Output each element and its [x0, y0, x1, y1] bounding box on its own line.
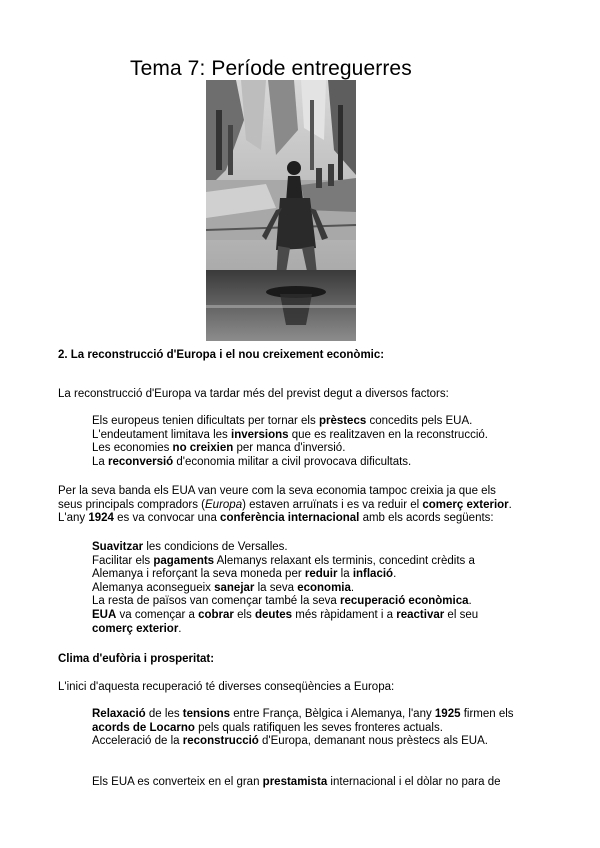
text-run: L'any [58, 512, 89, 525]
bold-term: 1925 [434, 708, 461, 720]
text-run: per manca d'inversió. [233, 442, 346, 455]
text-run: Alemanya i reforçant la seva moneda per [92, 568, 305, 581]
bold-term: EUA [92, 608, 117, 621]
text-run: els [233, 608, 255, 621]
bold-term: reconversió [108, 455, 174, 468]
text-run: la seva [254, 581, 298, 594]
text-run: Facilitar els [92, 554, 154, 567]
section-intro: La reconstrucció d'Europa va tardar més del previst degut a diversos factors: [58, 388, 449, 400]
text-run: entre França, Bèlgica i Alemanya, l'any [230, 708, 435, 720]
bold-term: Suavitzar [92, 541, 144, 553]
text-run: el seu [444, 608, 479, 621]
factors-list [92, 415, 488, 469]
text-run: L'endeutament limitava les [92, 428, 231, 441]
text-run: . [393, 568, 397, 581]
text-run: pels quals ratifiquen les seves fronteres actuals. [194, 721, 443, 734]
bold-term: reactivar [396, 608, 445, 621]
italic-term: Europa [205, 498, 243, 511]
text-run: . [468, 595, 472, 608]
bold-term: comerç exterior [92, 622, 179, 635]
economy-paragraph [58, 485, 512, 526]
dancer-photo [206, 80, 356, 341]
text-run: seus principals compradors ( [58, 498, 206, 511]
text-run: d'Europa, demanant nous prèstecs als EUA. [258, 735, 488, 748]
text-run: va començar a [116, 608, 199, 621]
text-run: ) estaven arruïnats i es va reduir el [242, 498, 423, 511]
text-run: internacional i el dòlar no para de [327, 776, 501, 788]
bold-term: no creixien [172, 442, 234, 455]
agreement-line [92, 541, 478, 555]
section-heading: 2. La reconstrucció d'Europa i el nou creixement econòmic: [58, 349, 385, 361]
text-run: Acceleració de la [92, 735, 183, 748]
text-run: la [337, 568, 353, 581]
text-run: Els EUA es converteix en el gran [92, 776, 263, 788]
agreement-line [92, 555, 478, 569]
text-run: . [350, 581, 355, 594]
text-run: La [92, 455, 108, 468]
text-run: . [178, 622, 182, 635]
factor-item [92, 456, 488, 470]
agreement-line [92, 595, 478, 609]
bold-term: comerç exterior [422, 498, 509, 511]
bold-term: tensions [182, 708, 231, 720]
factor-item [92, 442, 488, 456]
factor-item [92, 429, 488, 443]
clima-intro: L'inici d'aquesta recuperació té diverses conseqüències a Europa: [58, 681, 395, 693]
bold-term: pagaments [153, 554, 215, 567]
text-run: firmen els [460, 708, 514, 720]
bold-term: prestamista [262, 776, 328, 788]
closing-text [92, 776, 501, 790]
agreement-line [92, 623, 478, 637]
agreement-line [92, 568, 478, 582]
text-run: Alemanys relaxant els terminis, concedint crèdits a [214, 554, 475, 567]
agreement-line [92, 609, 478, 623]
bold-term: recuperació econòmica [340, 595, 469, 608]
bold-term: conferència internacional [220, 512, 360, 525]
text-run: . [508, 498, 512, 511]
bold-term: inversions [231, 428, 289, 441]
text-run: més ràpidament i a [292, 608, 397, 621]
page-title: Tema 7: Període entreguerres [130, 57, 412, 80]
text-run: La resta de països van començar també la seva [92, 595, 341, 608]
clima-heading: Clima d'eufòria i prosperitat: [58, 653, 215, 665]
bold-term: sanejar [214, 581, 255, 594]
text-run: que es realitzaven en la reconstrucció. [288, 428, 488, 441]
text-run: les condicions de Versalles. [143, 541, 288, 553]
consequence-line [92, 708, 514, 722]
bold-term: Relaxació [92, 708, 146, 720]
text-run: Per la seva banda els EUA van veure com la seva economia tampoc creixia ja que els [58, 485, 496, 497]
consequence-line [92, 722, 514, 736]
bold-term: prèstecs [318, 415, 367, 427]
paragraph-line [58, 485, 512, 499]
clima-list [92, 708, 514, 749]
bold-term: acords de Locarno [92, 721, 195, 734]
agreements-list [92, 541, 478, 636]
closing-line [92, 776, 501, 790]
bold-term: inflació [352, 568, 394, 581]
agreement-line [92, 582, 478, 596]
bold-term: 1924 [88, 512, 114, 525]
bold-term: economia [297, 581, 351, 594]
text-run: concedits pels EUA. [366, 415, 473, 427]
text-run: de les [145, 708, 183, 720]
dancer-photo-graphic [206, 80, 356, 341]
bold-term: deutes [255, 608, 293, 621]
bold-term: reconstrucció [182, 735, 259, 748]
factor-item [92, 415, 488, 429]
text-run: Les economies [92, 442, 173, 455]
paragraph-line [58, 512, 512, 526]
text-run: es va convocar una [113, 512, 221, 525]
bold-term: cobrar [198, 608, 234, 621]
text-run: d'economia militar a civil provocava dificultats. [173, 455, 412, 468]
bold-term: reduir [304, 568, 338, 581]
text-run: Alemanya aconsegueix [92, 581, 215, 594]
consequence-line [92, 735, 514, 749]
text-run: amb els acords següents: [359, 512, 494, 525]
text-run: Els europeus tenien dificultats per tornar els [92, 415, 319, 427]
paragraph-line [58, 499, 512, 513]
